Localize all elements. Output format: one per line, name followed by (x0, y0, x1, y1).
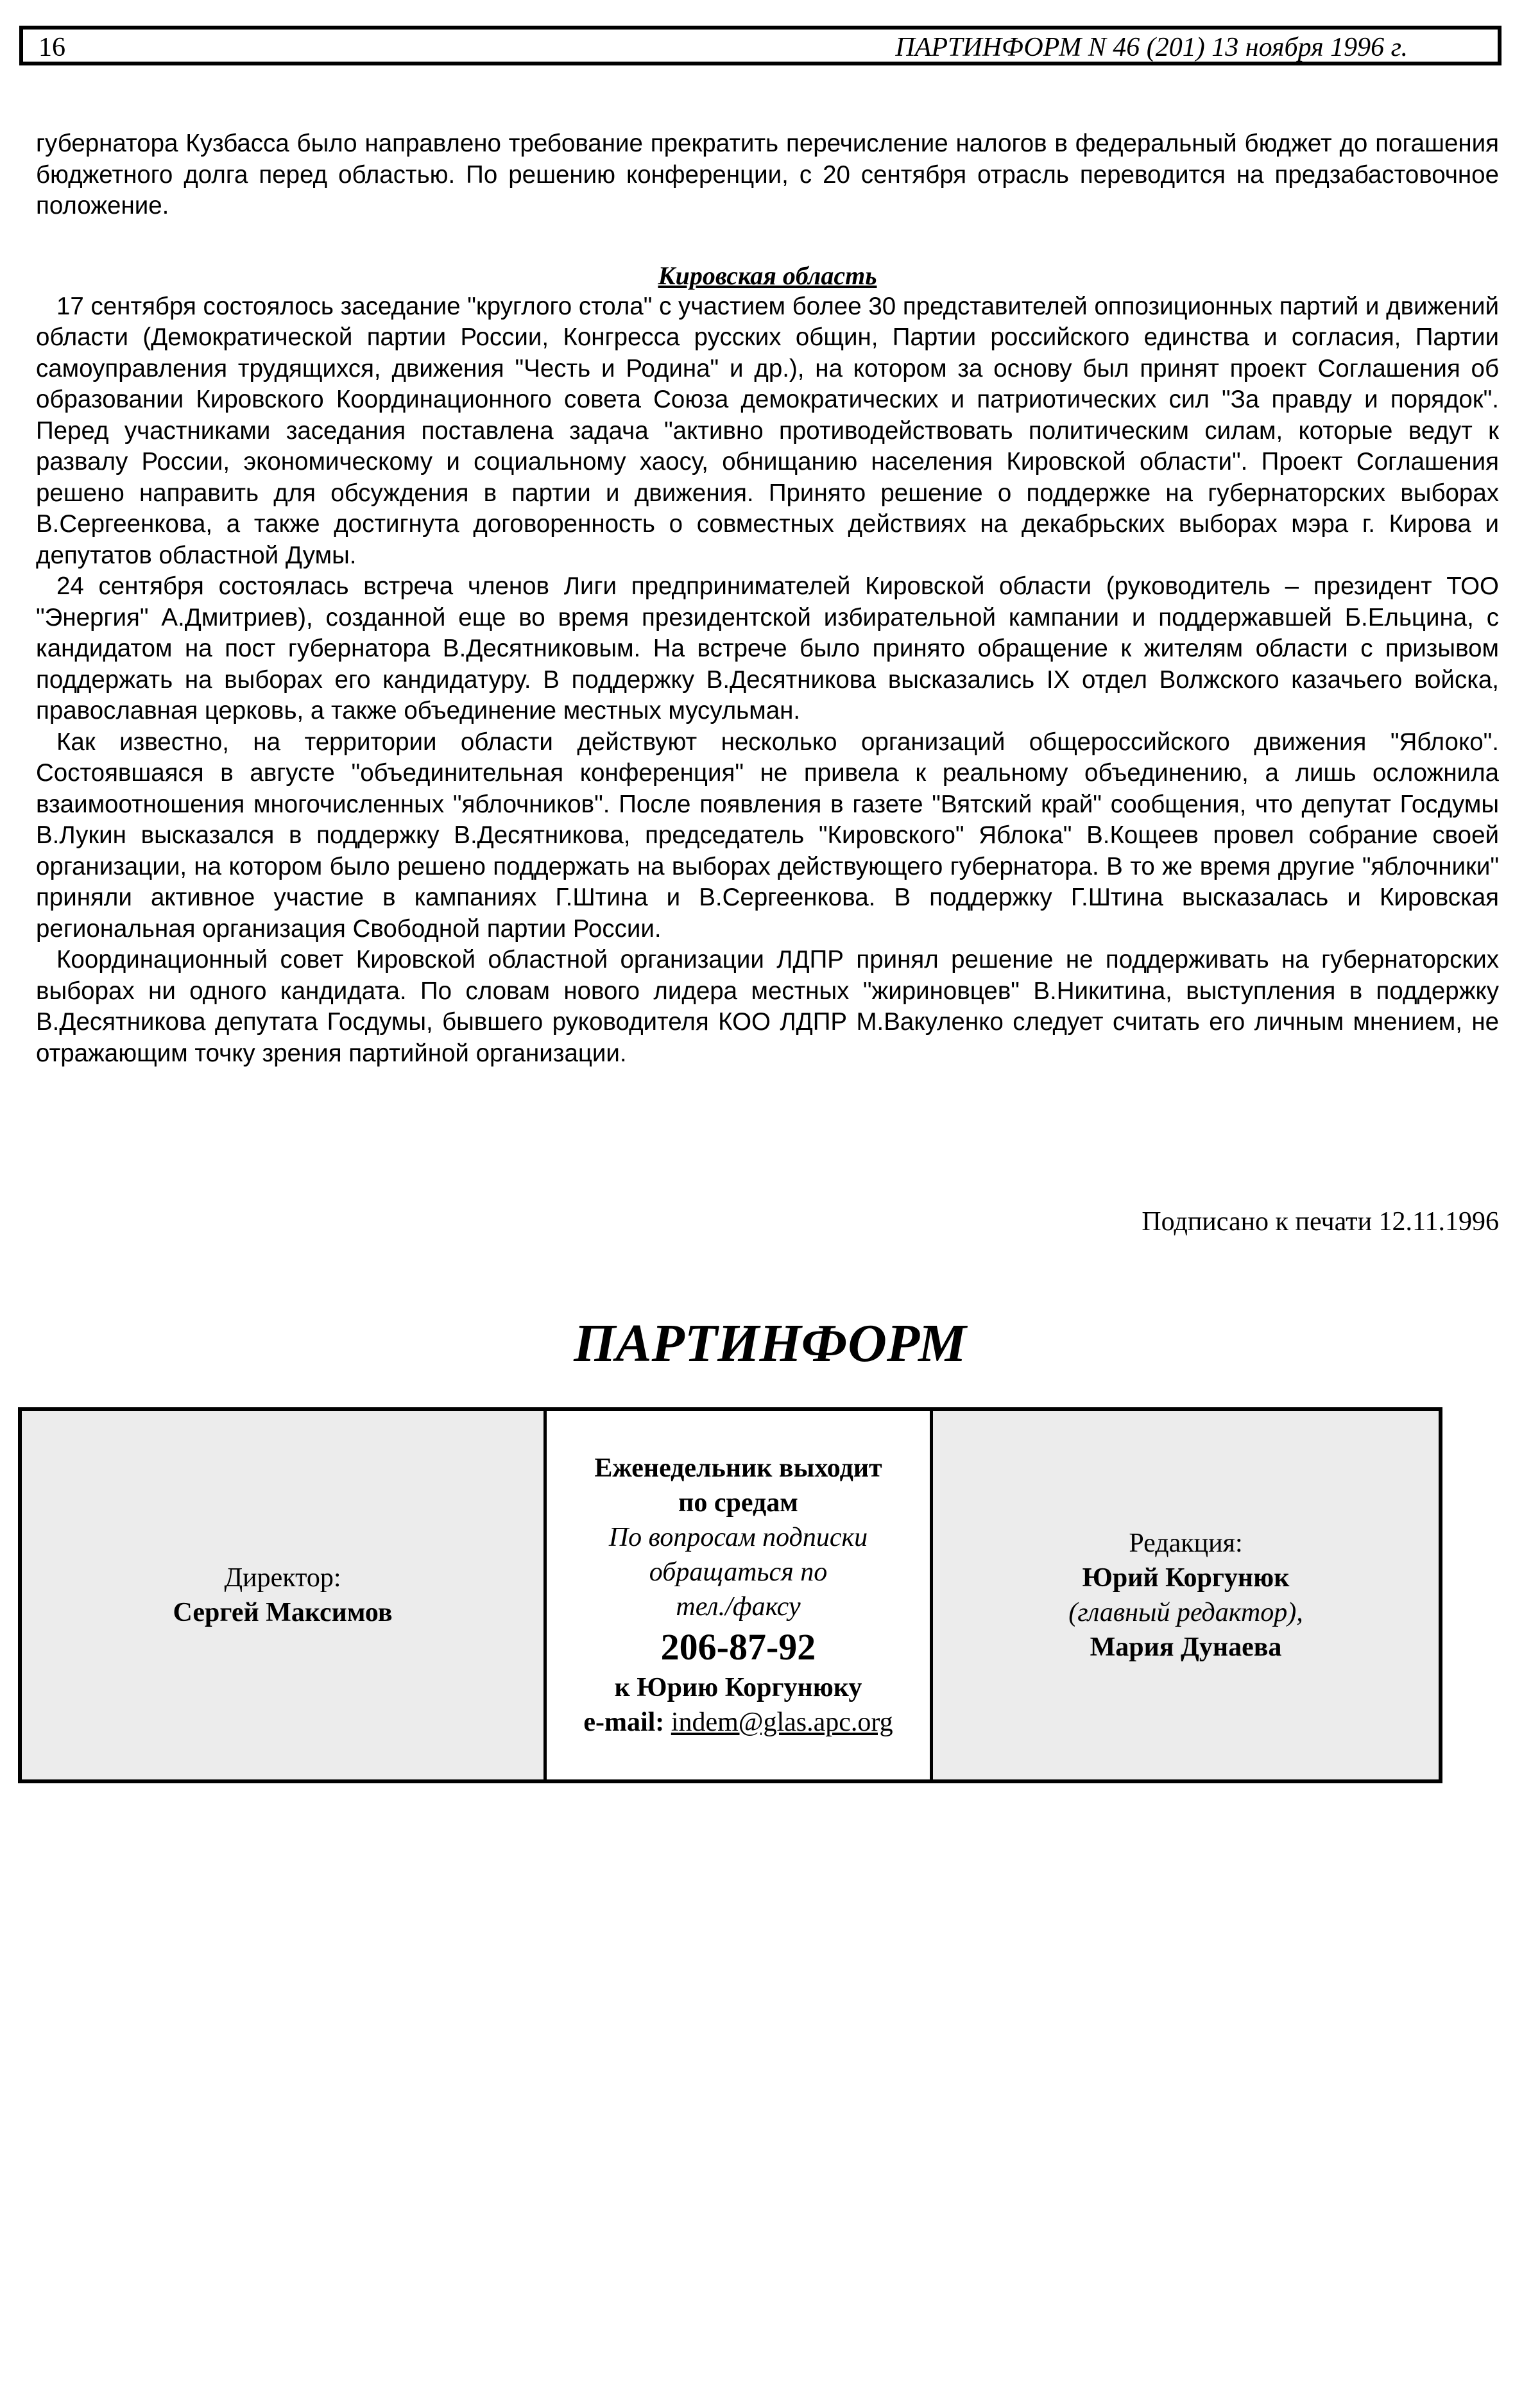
signed-to-print-line: Подписано к печати 12.11.1996 (1142, 1207, 1499, 1237)
subscription-line: тел./факсу (676, 1592, 801, 1622)
email-link[interactable]: indem@glas.apc.org (671, 1708, 893, 1737)
masthead-title: ПАРТИНФОРМ (574, 1314, 966, 1373)
phone-number: 206-87-92 (660, 1626, 816, 1668)
imprint-table (18, 1407, 1442, 1783)
editorial-cell (933, 1411, 1439, 1779)
contact-person: к Юрию Коргунюку (614, 1673, 862, 1702)
editor-role: (главный редактор), (1068, 1598, 1303, 1627)
editorial-label: Редакция: (1129, 1529, 1243, 1558)
article-paragraph: 24 сентября состоялась встреча членов Лиги предпринимателей Кировской области (руководитель – президент ТОО "Энергия" А.Дмитриев), созданной еще во время президентской избирательной кампании и поддержавшей Б.Ельцина, с кандидатом на пост губернатора В.Десятниковым. На встрече было принято обращение к жителям области с призывом поддержать на выборах его кандидатуру. В поддержку В.Десятникова высказались IX отдел Волжского казачьего войска, православная церковь, а также объединение местных мусульман. (36, 572, 1499, 724)
intro-paragraph: губернатора Кузбасса было направлено требование прекратить перечисление налогов в федеральный бюджет до погашения бюджетного долга перед областью. По решению конференции, с 20 сентября отрасль переводится на предзабастовочное положение. (36, 130, 1499, 219)
email-label: e-mail: (583, 1708, 665, 1737)
subscription-line: По вопросам подписки (608, 1523, 868, 1552)
page-number: 16 (38, 33, 65, 62)
issue-line: ПАРТИНФОРМ N 46 (201) 13 ноября 1996 г. (895, 33, 1408, 62)
page-header (19, 26, 1502, 65)
article-paragraph: Координационный совет Кировской областной организации ЛДПР принял решение не поддерживать на губернаторских выборах ни одного кандидата. По словам нового лидера местных "жириновцев" В.Никитина, выступления в поддержку В.Десятникова депутата Госдумы, бывшего руководителя КОО ЛДПР М.Вакуленко следует считать его личным мнением, не отражающим точку зрения партийной организации. (36, 946, 1499, 1067)
second-editor-name: Мария Дунаева (1090, 1632, 1282, 1662)
article-paragraph: Как известно, на территории области действуют несколько организаций общероссийского движения "Яблоко". Состоявшаяся в августе "объединительная конференция" не привела к реальному объединению, а лишь осложнила взаимоотношения многочисленных "яблочников". После появления в газете "Вятский край" сообщения, что депутат Госдумы В.Лукин высказался в поддержку В.Десятникова, председатель "Кировского" Яблока" В.Кощеев провел собрание своей организации, на котором было решено поддержать на выборах действующего губернатора. В то же время другие "яблочники" приняли активное участие в кампаниях Г.Штина и В.Сергеенкова. В поддержку Г.Штина высказалась и Кировская региональная организация Свободной партии России. (36, 728, 1499, 943)
editor-name: Юрий Коргунюк (1082, 1563, 1290, 1593)
director-name: Сергей Максимов (173, 1598, 393, 1627)
director-cell (22, 1411, 547, 1779)
article-paragraph: 17 сентября состоялось заседание "круглого стола" с участием более 30 представителей оппозиционных партий и движений области (Демократической партии России, Конгресса русских общин, Партии российского единства и согласия, Партии самоуправления трудящихся, движения "Честь и Родина" и др.), на котором за основу был принят проект Соглашения об образовании Кировского Координационного совета Союза демократических и патриотических сил "За правду и порядок". Перед участниками заседания поставлена задача "активно противодействовать политическим силам, которые ведут к развалу России, экономическому и социальному хаосу, обнищанию населения Кировской области". Проект Соглашения решено направить для обсуждения в партии и движения. Принято решение о поддержке на губернаторских выборах В.Сергеенкова, а также достигнута договоренность о совместных действиях на декабрьских выборах мэра г. Кирова и депутатов областной Думы. (36, 292, 1499, 569)
article-body (36, 128, 1499, 1069)
section-title: Кировская область (658, 261, 877, 290)
schedule-line: Еженедельник выходит (594, 1453, 882, 1483)
subscription-line: обращаться по (649, 1557, 828, 1587)
schedule-cell (547, 1411, 933, 1779)
email-row (583, 1705, 893, 1740)
director-label: Директор: (224, 1563, 341, 1593)
schedule-line: по средам (678, 1488, 798, 1518)
